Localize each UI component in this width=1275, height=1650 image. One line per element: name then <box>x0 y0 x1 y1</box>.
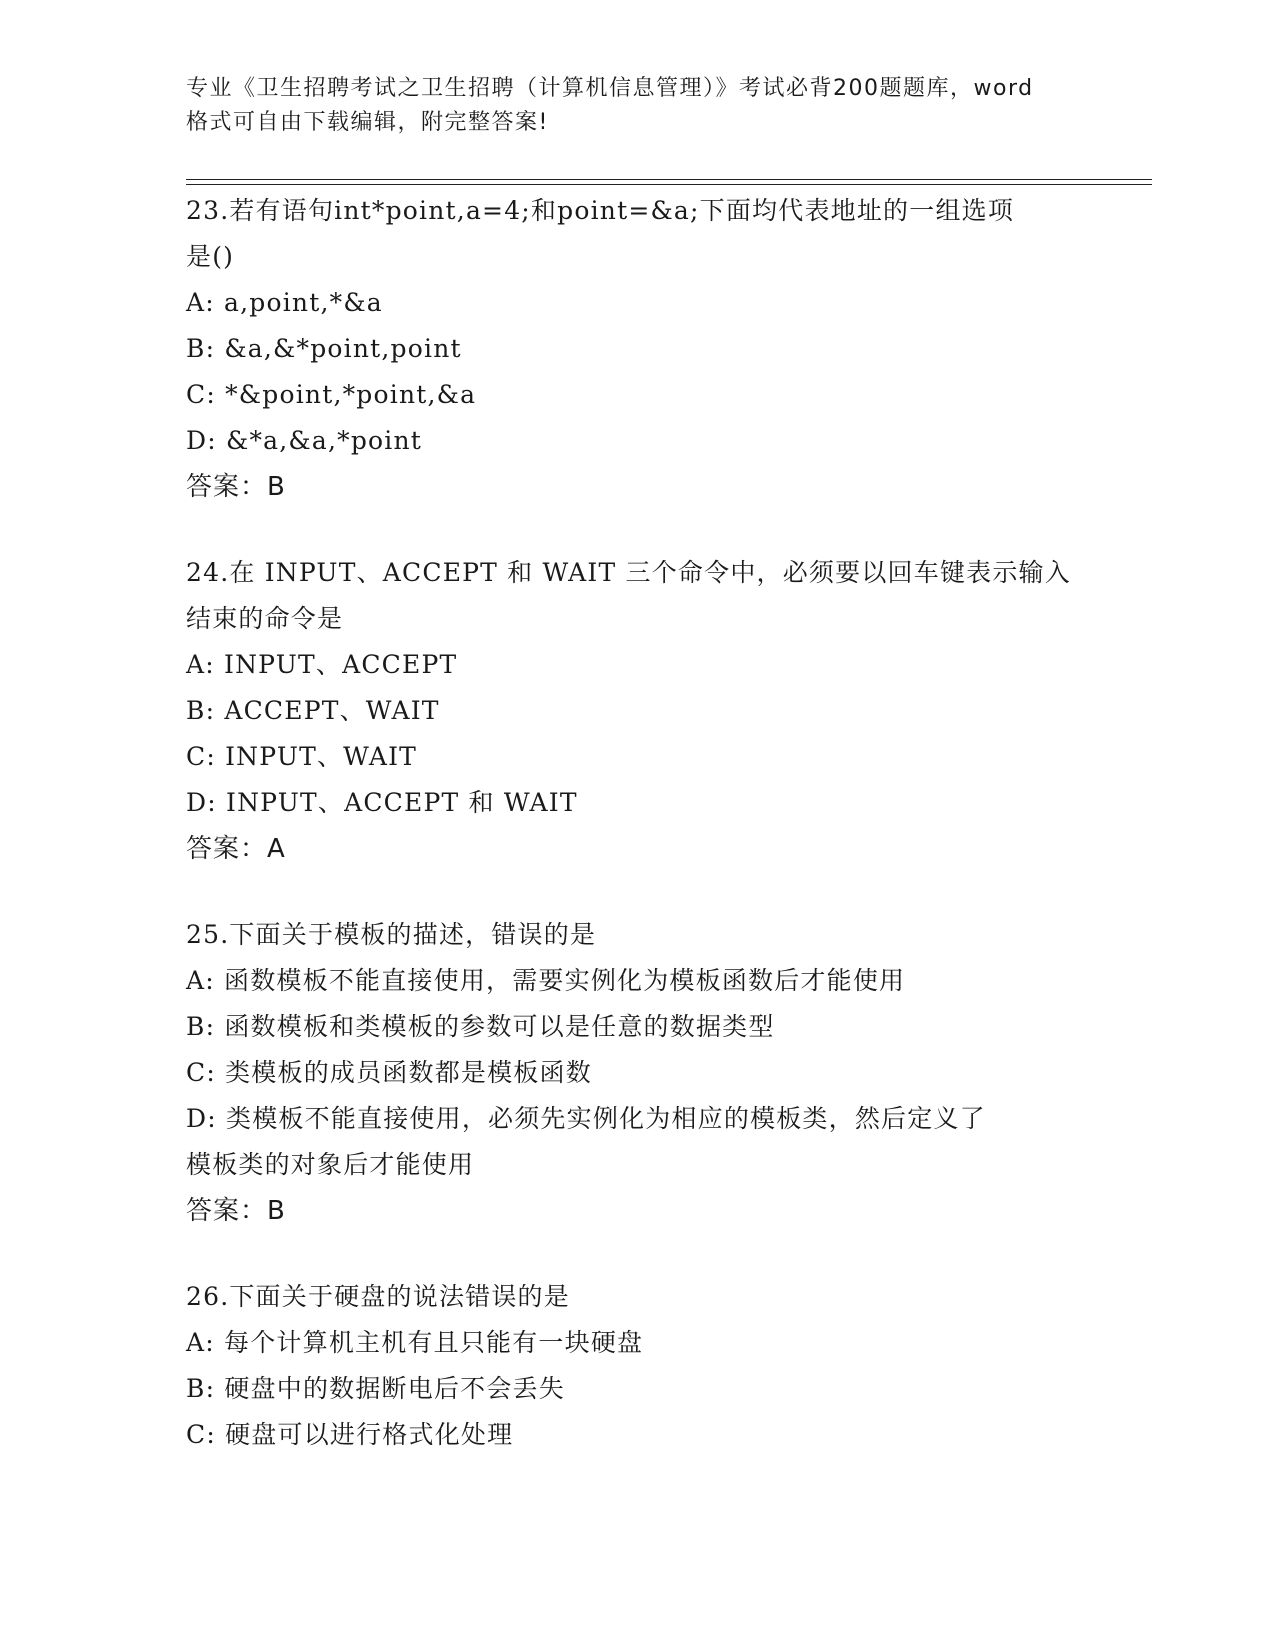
question-list <box>186 188 1086 1498</box>
option-b: B: ACCEPT、WAIT <box>186 696 440 725</box>
question-stem: 26.下面关于硬盘的说法错误的是 <box>186 1282 570 1311</box>
question-stem: 23.若有语句int*point,a=4;和point=&a;下面均代表地址的一组选项 <box>186 196 1015 225</box>
option-c: C: INPUT、WAIT <box>186 742 418 771</box>
question-stem-continued: 结束的命令是 <box>186 604 344 633</box>
option-d: D: &*a,&a,*point <box>186 426 423 455</box>
option-a: A: 每个计算机主机有且只能有一块硬盘 <box>186 1328 644 1357</box>
answer-label: 答案：A <box>186 834 286 864</box>
option-a: A: 函数模板不能直接使用，需要实例化为模板函数后才能使用 <box>186 966 906 995</box>
question-25 <box>186 912 1086 1234</box>
option-d: D: INPUT、ACCEPT 和 WAIT <box>186 788 578 817</box>
header-line-1: 专业《卫生招聘考试之卫生招聘（计算机信息管理）》考试必背200题题库，word <box>186 76 1034 101</box>
option-b: B: 硬盘中的数据断电后不会丢失 <box>186 1374 565 1403</box>
question-stem: 24.在 INPUT、ACCEPT 和 WAIT 三个命令中，必须要以回车键表示输入 <box>186 558 1071 587</box>
answer-label: 答案：B <box>186 472 286 502</box>
option-a: A: a,point,*&a <box>186 288 383 317</box>
header-line-2: 格式可自由下载编辑，附完整答案! <box>186 110 549 135</box>
question-23 <box>186 188 1086 510</box>
option-d-continued: 模板类的对象后才能使用 <box>186 1150 475 1179</box>
option-a: A: INPUT、ACCEPT <box>186 650 458 679</box>
option-c: C: 硬盘可以进行格式化处理 <box>186 1420 514 1449</box>
option-d: D: 类模板不能直接使用，必须先实例化为相应的模板类，然后定义了 <box>186 1104 986 1133</box>
option-b: B: 函数模板和类模板的参数可以是任意的数据类型 <box>186 1012 775 1041</box>
document-header <box>186 72 1086 140</box>
question-stem-continued: 是() <box>186 242 235 271</box>
option-b: B: &a,&*point,point <box>186 334 462 363</box>
answer-label: 答案：B <box>186 1196 286 1226</box>
header-divider-bottom <box>186 184 1152 185</box>
question-stem: 25.下面关于模板的描述，错误的是 <box>186 920 597 949</box>
option-c: C: 类模板的成员函数都是模板函数 <box>186 1058 592 1087</box>
option-c: C: *&point,*point,&a <box>186 380 477 409</box>
question-26 <box>186 1274 1086 1458</box>
question-24 <box>186 550 1086 872</box>
header-divider-top <box>186 179 1152 180</box>
